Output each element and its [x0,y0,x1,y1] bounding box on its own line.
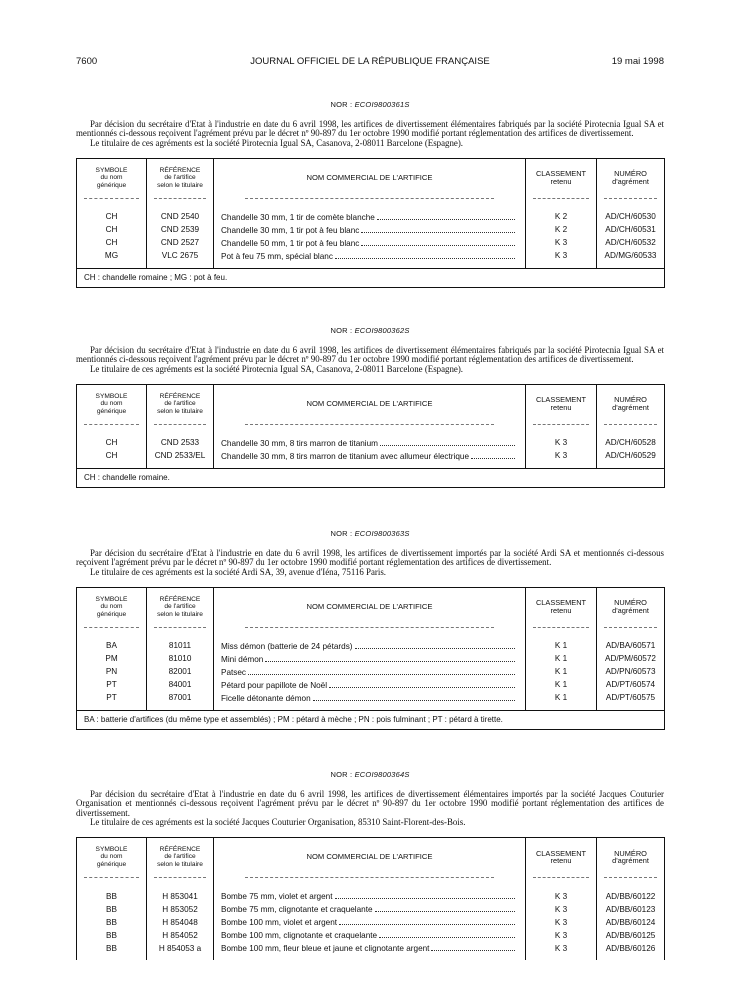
cell-nom: Chandelle 30 mm, 1 tir pot à feu blanc [214,224,526,237]
cell-classement: K 3 [526,916,597,929]
cell-classement: K 2 [526,224,597,237]
cell-symbole: PM [77,653,147,666]
cell-classement: K 3 [526,942,597,955]
cell-reference: 82001 [147,666,214,679]
cell-classement: K 1 [526,679,597,692]
col-header-reference: RÉFÉRENCE de l'artifice selon le titulaire [147,158,214,197]
holder-paragraph: Le titulaire de ces agréments est la société Jacques Couturier Organisation, 85310 Saint-Florent-des-Bois. [90,816,466,827]
cell-symbole: PT [77,679,147,692]
cell-symbole: BB [77,903,147,916]
table-header-row [77,838,665,877]
col-header-symbole: SYMBOLE du nom générique [77,838,147,877]
table-header-row [77,587,665,626]
cell-nom: Pot à feu 75 mm, spécial blanc [214,250,526,263]
cell-reference: H 853052 [147,903,214,916]
cell-numero: AD/MG/60533 [597,250,665,263]
table-row [77,211,665,224]
cell-classement: K 1 [526,666,597,679]
cell-numero: AD/CH/60528 [597,437,665,450]
table-row [77,224,665,237]
table-row [77,929,665,942]
cell-nom: Bombe 100 mm, violet et argent [214,916,526,929]
cell-reference: H 853041 [147,890,214,903]
decision-section [76,770,664,960]
cell-symbole: CH [77,450,147,463]
cell-nom: Chandelle 30 mm, 8 tirs marron de titanium [214,437,526,450]
cell-nom: Bombe 75 mm, clignotante et craquelante [214,903,526,916]
nor-reference: NOR : ECOI9800364S [330,770,410,779]
cell-reference: H 854048 [147,916,214,929]
cell-nom: Bombe 100 mm, fleur bleue et jaune et clignotante argent [214,942,526,955]
cell-classement: K 3 [526,890,597,903]
cell-symbole: CH [77,224,147,237]
col-header-classement: CLASSEMENT retenu [526,838,597,877]
cell-symbole: BB [77,942,147,955]
cell-nom: Miss démon (batterie de 24 pétards) [214,640,526,653]
table-row [77,237,665,250]
cell-symbole: PT [77,692,147,705]
cell-symbole: MG [77,250,147,263]
cell-reference: 81010 [147,653,214,666]
cell-classement: K 3 [526,250,597,263]
table-row [77,250,665,263]
table-row [77,890,665,903]
cell-numero: AD/BB/60124 [597,916,665,929]
cell-numero: AD/CH/60532 [597,237,665,250]
cell-reference: VLC 2675 [147,250,214,263]
cell-numero: AD/PT/60575 [597,692,665,705]
cell-numero: AD/BB/60123 [597,903,665,916]
table-row [77,916,665,929]
table-row [77,640,665,653]
cell-numero: AD/PM/60572 [597,653,665,666]
col-header-symbole: SYMBOLE du nom générique [77,158,147,197]
cell-reference: CND 2527 [147,237,214,250]
table-footnote: CH : chandelle romaine ; MG : pot à feu. [77,268,665,287]
cell-symbole: BB [77,890,147,903]
col-header-numero: NUMÉRO d'agrément [597,838,665,877]
cell-reference: 87001 [147,692,214,705]
cell-reference: CND 2540 [147,211,214,224]
nor-reference: NOR : ECOI9800363S [330,529,410,538]
col-header-symbole: SYMBOLE du nom générique [77,384,147,423]
cell-nom: Chandelle 30 mm, 8 tirs marron de titanium avec allumeur électrique [214,450,526,463]
cell-classement: K 3 [526,903,597,916]
col-header-numero: NUMÉRO d'agrément [597,158,665,197]
holder-paragraph: Le titulaire de ces agréments est la société Pirotecnia Igual SA, Casanova, 2-08011 Barcelone (Espagne). [90,137,464,148]
cell-classement: K 2 [526,211,597,224]
cell-nom: Chandelle 50 mm, 1 tir pot à feu blanc [214,237,526,250]
cell-reference: H 854052 [147,929,214,942]
decision-section [76,100,664,288]
cell-symbole: CH [77,237,147,250]
cell-nom: Chandelle 30 mm, 1 tir de comète blanche [214,211,526,224]
nor-reference: NOR : ECOI9800362S [330,326,410,335]
approval-table [76,158,665,288]
cell-numero: AD/CH/60529 [597,450,665,463]
cell-numero: AD/BB/60126 [597,942,665,955]
nor-code: ECOI9800364S [354,770,410,779]
table-footnote: CH : chandelle romaine. [77,468,665,487]
cell-nom: Bombe 100 mm, clignotante et craquelante [214,929,526,942]
cell-symbole: PN [77,666,147,679]
cell-nom: Ficelle détonante démon [214,692,526,705]
table-row [77,903,665,916]
cell-symbole: BA [77,640,147,653]
col-header-nom: NOM COMMERCIAL DE L'ARTIFICE [214,158,526,197]
cell-numero: AD/PN/60573 [597,666,665,679]
col-header-classement: CLASSEMENT retenu [526,587,597,626]
decision-section [76,326,664,488]
col-header-nom: NOM COMMERCIAL DE L'ARTIFICE [214,587,526,626]
cell-symbole: CH [77,437,147,450]
holder-paragraph: Le titulaire de ces agréments est la société Ardi SA, 39, avenue d'Iéna, 75116 Paris. [90,566,387,577]
cell-reference: CND 2539 [147,224,214,237]
col-header-classement: CLASSEMENT retenu [526,158,597,197]
cell-symbole: CH [77,211,147,224]
cell-numero: AD/PT/60574 [597,679,665,692]
decision-paragraph: Par décision du secrétaire d'Etat à l'industrie en date du 6 avril 1998, les artifices de divertissement importés par la société Ardi SA et mentionnés ci-dessous reçoivent l'agrément prévu par le décret nº 90-897 du 1er octobre 1990 modifié portant réglementation des artifices de divertissement. [76,548,664,568]
col-header-reference: RÉFÉRENCE de l'artifice selon le titulaire [147,587,214,626]
table-header-row [77,158,665,197]
table-row [77,692,665,705]
cell-classement: K 1 [526,653,597,666]
cell-symbole: BB [77,916,147,929]
nor-reference: NOR : ECOI9800361S [330,100,410,109]
decision-paragraph: Par décision du secrétaire d'Etat à l'industrie en date du 6 avril 1998, les artifices de divertissement élémentaires importés par la société Jacques Couturier Organisation et mentionnés ci-dessous reçoivent l'agrément prévu par le décret nº 90-897 du 1er octobre 1990 modifié portant réglementation des artifices de divertissement. [76,789,664,818]
col-header-numero: NUMÉRO d'agrément [597,587,665,626]
table-row [77,942,665,955]
col-header-classement: CLASSEMENT retenu [526,384,597,423]
journal-title: JOURNAL OFFICIEL DE LA RÉPUBLIQUE FRANÇAISE [250,56,490,67]
page-number: 7600 [76,56,98,67]
nor-code: ECOI9800362S [354,326,410,335]
cell-classement: K 3 [526,929,597,942]
cell-reference: H 854053 a [147,942,214,955]
table-header-row [77,384,665,423]
col-header-numero: NUMÉRO d'agrément [597,384,665,423]
cell-numero: AD/CH/60531 [597,224,665,237]
issue-date: 19 mai 1998 [611,56,664,67]
cell-reference: 81011 [147,640,214,653]
nor-code: ECOI9800363S [354,529,410,538]
cell-classement: K 3 [526,437,597,450]
cell-classement: K 3 [526,450,597,463]
table-row [77,653,665,666]
table-row [77,437,665,450]
nor-code: ECOI9800361S [354,100,410,109]
cell-nom: Mini démon [214,653,526,666]
col-header-nom: NOM COMMERCIAL DE L'ARTIFICE [214,838,526,877]
cell-numero: AD/BB/60125 [597,929,665,942]
decision-paragraph: Par décision du secrétaire d'Etat à l'industrie en date du 6 avril 1998, les artifices de divertissement élémentaires fabriqués par la société Pirotecnia Igual SA et mentionnés ci-dessous reçoivent l'agrément prévu par le décret nº 90-897 du 1er octobre 1990 modifié portant réglementation des artifices de divertissement. [76,119,664,139]
table-row [77,666,665,679]
page-header [76,56,664,70]
table-row [77,679,665,692]
col-header-symbole: SYMBOLE du nom générique [77,587,147,626]
col-header-reference: RÉFÉRENCE de l'artifice selon le titulaire [147,384,214,423]
approval-table [76,837,665,960]
cell-nom: Bombe 75 mm, violet et argent [214,890,526,903]
cell-classement: K 3 [526,237,597,250]
approval-table [76,384,665,488]
cell-symbole: BB [77,929,147,942]
col-header-nom: NOM COMMERCIAL DE L'ARTIFICE [214,384,526,423]
cell-reference: CND 2533 [147,437,214,450]
cell-numero: AD/BB/60122 [597,890,665,903]
table-footnote: BA : batterie d'artifices (du même type et assemblés) ; PM : pétard à mèche ; PN : pois fulminant ; PT : pétard à tirette. [77,710,665,729]
cell-nom: Patsec [214,666,526,679]
col-header-reference: RÉFÉRENCE de l'artifice selon le titulaire [147,838,214,877]
cell-reference: 84001 [147,679,214,692]
cell-classement: K 1 [526,640,597,653]
approval-table [76,587,665,730]
cell-numero: AD/BA/60571 [597,640,665,653]
cell-classement: K 1 [526,692,597,705]
table-row [77,450,665,463]
cell-nom: Pétard pour papillote de Noël [214,679,526,692]
cell-numero: AD/CH/60530 [597,211,665,224]
cell-reference: CND 2533/EL [147,450,214,463]
holder-paragraph: Le titulaire de ces agréments est la société Pirotecnia Igual SA, Casanova, 2-08011 Barcelone (Espagne). [90,363,464,374]
decision-paragraph: Par décision du secrétaire d'Etat à l'industrie en date du 6 avril 1998, les artifices de divertissement élémentaires fabriqués par la société Pirotecnia Igual SA et mentionnés ci-dessous reçoivent l'agrément prévu par le décret nº 90-897 du 1er octobre 1990 modifié portant réglementation des artifices de divertissement. [76,345,664,365]
decision-section [76,529,664,730]
